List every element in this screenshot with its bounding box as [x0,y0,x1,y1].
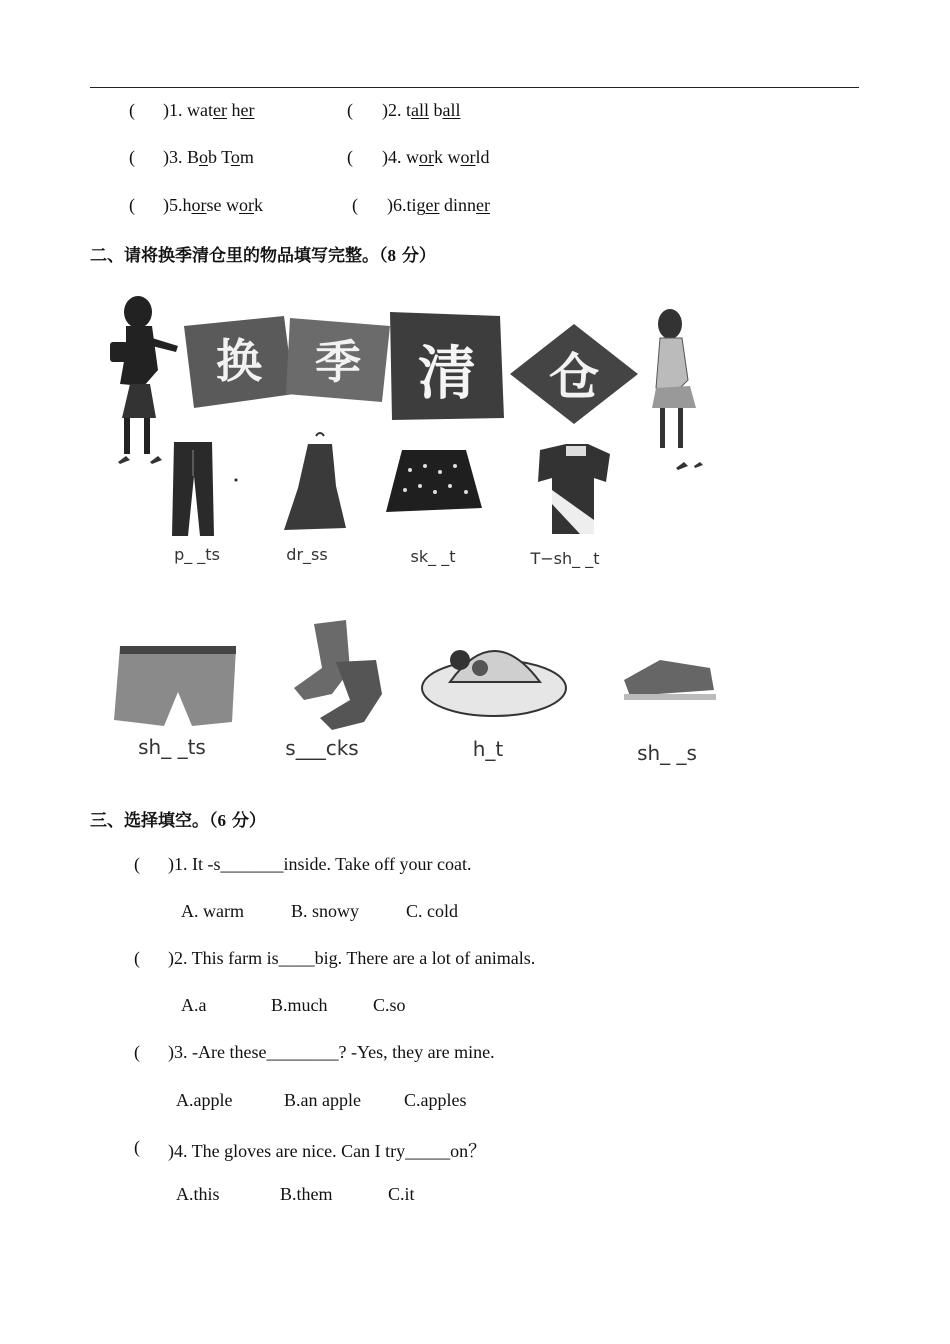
answer-blank-4[interactable]: ( [347,147,353,167]
shoes-icon [624,660,716,700]
label-dress: dr_ss [286,545,328,564]
label-skirt: sk_ _t [410,547,456,566]
answer-blank-q3[interactable]: ( [134,1042,140,1062]
question-3-3: )3. -Are these________? -Yes, they are mine. [168,1042,495,1062]
label-t-shirt: T−sh_ _t [530,549,600,568]
option-b[interactable]: B.much [271,995,328,1015]
question-3-2: )2. This farm is____big. There are a lot of animals. [168,948,536,968]
label-pants: p_ _ts [174,545,220,564]
answer-blank-2[interactable]: ( [347,100,353,120]
question-1-6: )6.tiger dinner [387,195,490,215]
dot [235,479,238,482]
answer-blank-1[interactable]: ( [129,100,135,120]
section-3-title: 三、选择填空。（6 分） [90,811,266,831]
banner-tile-3 [390,312,504,420]
shorts-icon [114,646,236,726]
answer-blank-q1[interactable]: ( [134,854,140,874]
skirt-icon [386,450,482,512]
option-c[interactable]: C. cold [406,901,458,921]
question-3-1: )1. It -s_______inside. Take off your coat. [168,854,472,874]
question-1-5: )5.horse work [163,195,263,215]
banner-char-4: 仓 [549,348,599,406]
label-hat: h_t [472,737,504,761]
label-shorts: sh_ _ts [138,735,206,759]
banner-tile-1 [184,316,294,408]
banner-tile-2 [286,318,390,402]
option-b[interactable]: B.them [280,1184,333,1204]
question-1-1: )1. water her [163,100,255,120]
section-2-title: 二、请将换季清仓里的物品填写完整。（8 分） [90,246,436,266]
question-3-4: )4. The gloves are nice. Can I try_____on？ [168,1141,487,1161]
socks-icon [294,620,382,730]
pants-icon [172,442,214,536]
answer-blank-6[interactable]: ( [352,195,358,215]
banner-char-3: 清 [417,339,477,407]
option-c[interactable]: C.apples [404,1090,467,1110]
answer-blank-q2[interactable]: ( [134,948,140,968]
answer-blank-3[interactable]: ( [129,147,135,167]
option-b[interactable]: B. snowy [291,901,360,921]
woman-left-icon [110,296,178,454]
banner-tile-4 [510,324,638,424]
dress-icon [284,433,346,530]
option-a[interactable]: A.this [176,1184,220,1204]
top-rule [90,87,859,88]
question-1-3: )3. Bob Tom [163,147,254,167]
banner-char-1: 换 [216,334,262,388]
banner-char-2: 季 [315,335,361,389]
option-a[interactable]: A.a [181,995,207,1015]
option-b[interactable]: B.an apple [284,1090,361,1110]
label-shoes: sh_ _s [637,741,697,765]
option-a[interactable]: A. warm [181,901,244,921]
option-a[interactable]: A.apple [176,1090,233,1110]
label-socks: s___cks [285,736,359,760]
clearance-sale-illustration [100,290,720,780]
question-1-2: )2. tall ball [382,100,461,120]
option-c[interactable]: C.so [373,995,406,1015]
woman-right-icon [652,309,696,448]
answer-blank-q4[interactable]: ( [134,1137,140,1157]
answer-blank-5[interactable]: ( [129,195,135,215]
question-1-4: )4. work world [382,147,490,167]
t-shirt-icon [538,444,610,534]
option-c[interactable]: C.it [388,1184,415,1204]
hat-icon [422,650,566,716]
